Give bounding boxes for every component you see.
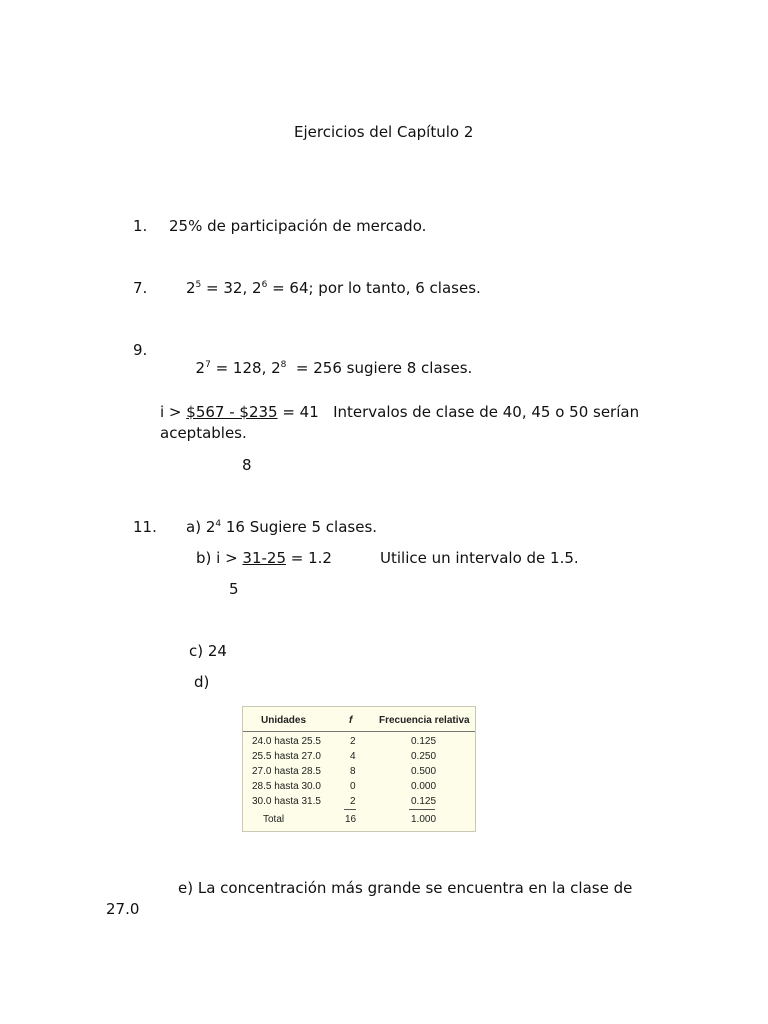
table-cell-relative: 0.500 (411, 766, 437, 777)
table-cell-f: 0 (350, 781, 356, 792)
answer-text: = 32, (201, 279, 253, 297)
exponent: 8 (280, 360, 287, 370)
answer-text: = 64; por lo tanto, 6 clases. (267, 279, 481, 297)
power-base: 2 (205, 518, 216, 536)
answer-11c: c) 24 (189, 642, 227, 660)
answer-11a (186, 518, 377, 539)
formula-prefix: i > (160, 403, 187, 421)
formula-denominator: 5 (229, 580, 239, 598)
item-number-1: 1. (133, 217, 148, 235)
answer-text: 16 Sugiere 5 clases. (221, 518, 378, 536)
table-cell-relative: 0.125 (411, 736, 437, 747)
power-base: 2 (195, 359, 206, 377)
formula-prefix: b) i > (196, 549, 243, 567)
table-cell-units: 24.0 hasta 25.5 (252, 736, 321, 747)
answer-11e: e) La concentración más grande se encuentra en la clase de (178, 879, 633, 897)
formula-rest: = 1.2 (286, 549, 332, 567)
item-number-11: 11. (133, 518, 157, 536)
answer-11b (196, 549, 332, 567)
table-header-relative: Frecuencia relativa (379, 715, 470, 726)
table-cell-relative: 0.250 (411, 751, 437, 762)
interval-formula-9-continuation: aceptables. (160, 424, 247, 442)
answer-9 (186, 341, 472, 380)
item-number-9: 9. (133, 341, 148, 359)
formula-denominator: 8 (242, 456, 252, 474)
answer-11e-continuation: 27.0 (106, 900, 140, 918)
table-header-divider (243, 731, 475, 732)
exponent: 7 (205, 360, 211, 370)
page-title: Ejercicios del Capítulo 2 (294, 123, 474, 141)
exponent: 6 (261, 280, 268, 290)
answer-text: a) (186, 518, 206, 536)
table-cell-units: 30.0 hasta 31.5 (252, 796, 321, 807)
table-cell-relative: 0.000 (411, 781, 437, 792)
exponent: 4 (215, 519, 222, 529)
power-base: 2 (271, 359, 281, 377)
answer-1: 25% de participación de mercado. (169, 217, 427, 235)
sum-rule (344, 809, 356, 810)
exponent: 5 (195, 280, 202, 290)
item-number-7: 7. (133, 279, 148, 297)
interval-formula-9 (160, 403, 639, 421)
answer-11d: d) (194, 673, 210, 691)
answer-text: = 128, (210, 359, 272, 377)
table-cell-relative: 0.125 (411, 796, 437, 807)
table-cell-f: 2 (350, 796, 356, 807)
formula-numerator: $567 - $235 (186, 403, 278, 421)
power-base: 2 (252, 279, 262, 297)
table-total-relative: 1.000 (411, 814, 437, 825)
answer-7 (186, 279, 481, 300)
table-total-label: Total (263, 814, 285, 825)
table-cell-units: 28.5 hasta 30.0 (252, 781, 321, 792)
table-header-units: Unidades (261, 715, 307, 726)
table-total-f: 16 (345, 814, 357, 825)
table-cell-units: 25.5 hasta 27.0 (252, 751, 321, 762)
formula-numerator: 31-25 (242, 549, 287, 567)
table-cell-f: 4 (350, 751, 356, 762)
answer-11b-note: Utilice un intervalo de 1.5. (380, 549, 579, 567)
frequency-table (242, 706, 476, 832)
table-cell-f: 8 (350, 766, 356, 777)
table-header-f: f (349, 715, 353, 726)
sum-rule (409, 809, 435, 810)
power-base: 2 (186, 279, 196, 297)
table-cell-units: 27.0 hasta 28.5 (252, 766, 321, 777)
answer-text: = 256 sugiere 8 clases. (286, 359, 473, 377)
formula-rest: = 41 Intervalos de clase de 40, 45 o 50 serían (277, 403, 640, 421)
table-cell-f: 2 (350, 736, 356, 747)
